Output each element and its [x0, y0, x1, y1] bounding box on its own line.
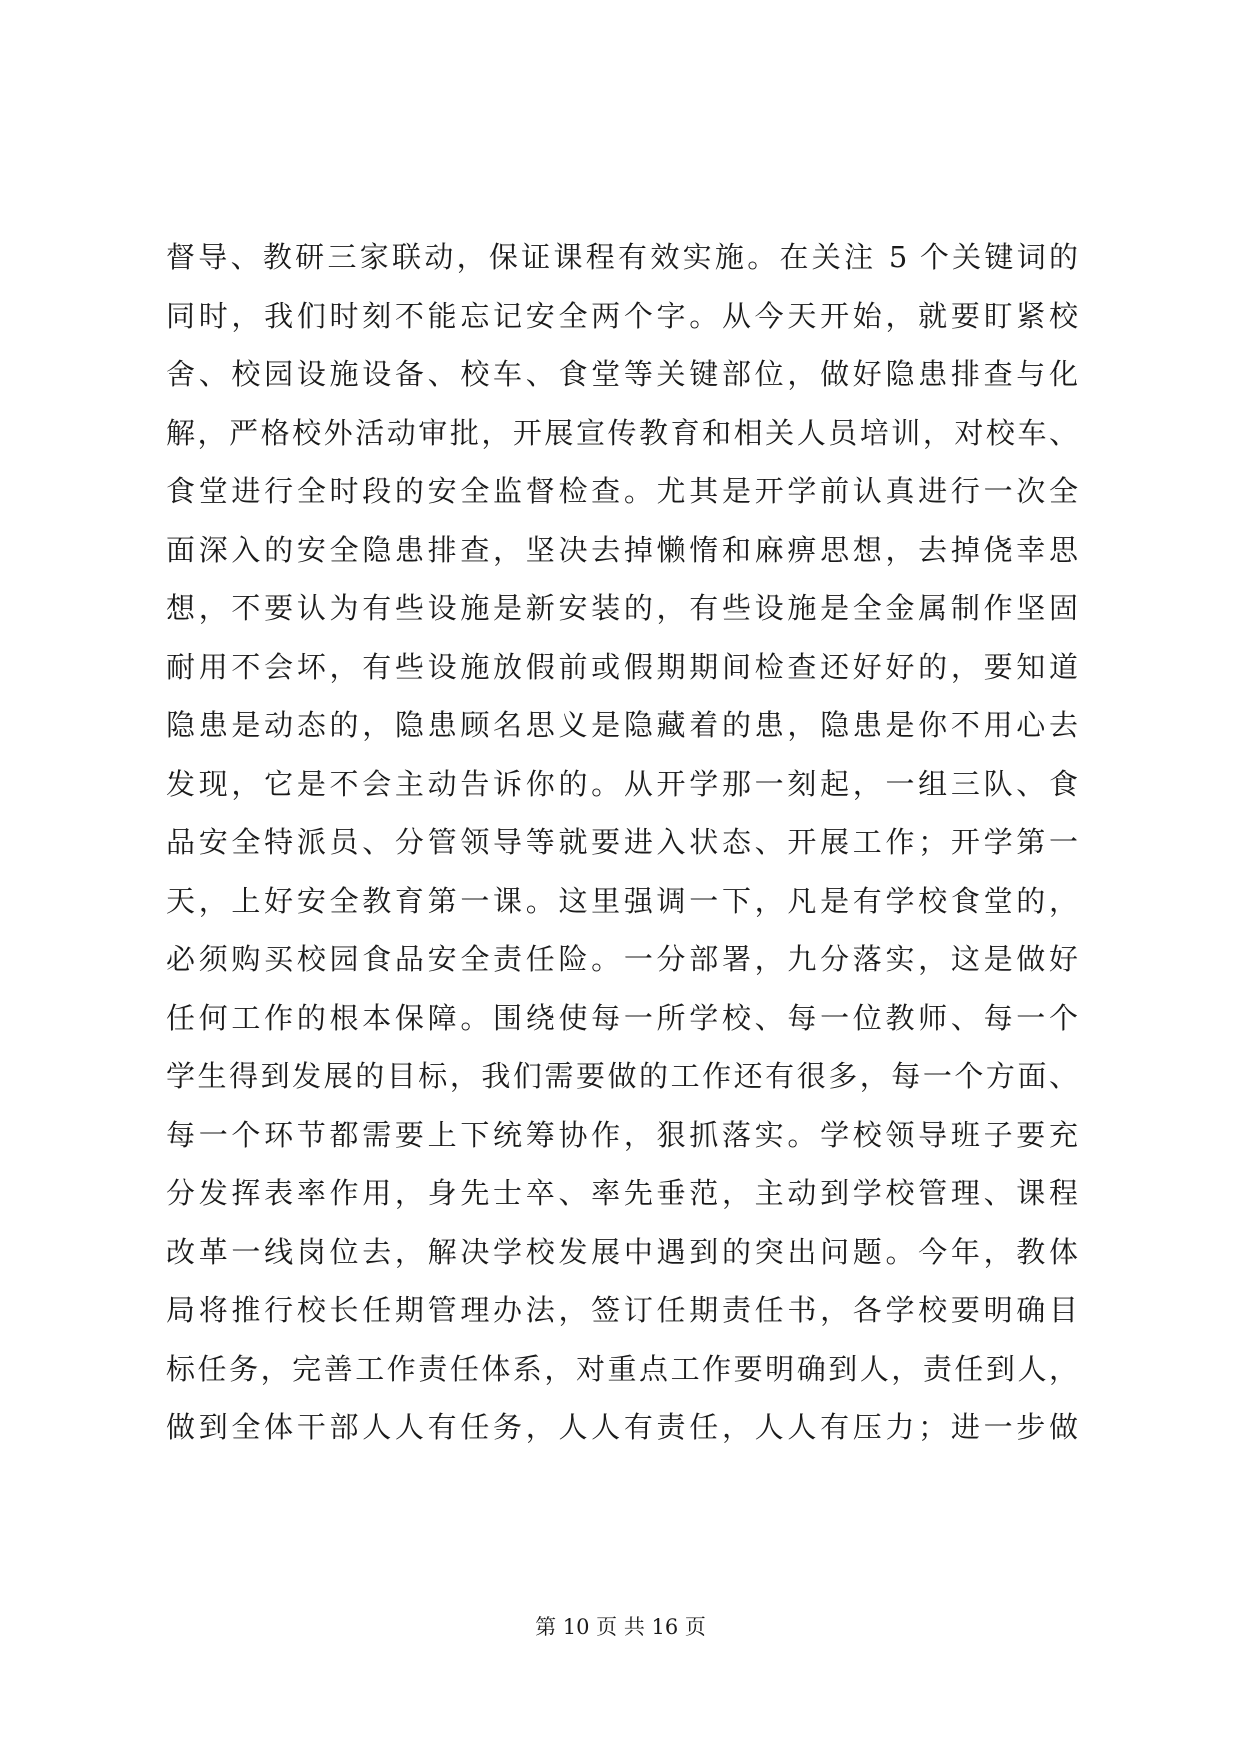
text-line: 天，上好安全教育第一课。这里强调一下，凡是有学校食堂的，: [166, 883, 1078, 918]
text-line: 标任务，完善工作责任体系，对重点工作要明确到人，责任到人，: [166, 1351, 1078, 1386]
text-line: 舍、校园设施设备、校车、食堂等关键部位，做好隐患排查与化: [166, 357, 1078, 391]
text-line: 每一个环节都需要上下统筹协作，狠抓落实。学校领导班子要充: [166, 1117, 1078, 1152]
text-line: 面深入的安全隐患排查，坚决去掉懒惰和麻痹思想，去掉侥幸思: [166, 532, 1078, 567]
text-line: 解，严格校外活动审批，开展宣传教育和相关人员培训，对校车、: [166, 415, 1078, 450]
text-line: 督导、教研三家联动，保证课程有效实施。在关注 5 个关键词的: [166, 240, 1078, 274]
page-number-footer: 第 10 页 共 16 页: [535, 1615, 706, 1639]
text-line: 局将推行校长任期管理办法，签订任期责任书，各学校要明确目: [166, 1293, 1078, 1327]
text-line: 隐患是动态的，隐患顾名思义是隐藏着的患，隐患是你不用心去: [166, 708, 1078, 742]
text-line: 发现，它是不会主动告诉你的。从开学那一刻起，一组三队、食: [166, 766, 1078, 801]
text-line: 品安全特派员、分管领导等就要进入状态、开展工作；开学第一: [166, 825, 1078, 859]
text-line: 必须购买校园食品安全责任险。一分部署，九分落实，这是做好: [166, 942, 1078, 976]
body-text: [166, 228, 1078, 1457]
text-line: 分发挥表率作用，身先士卒、率先垂范，主动到学校管理、课程: [166, 1176, 1078, 1210]
text-line: 耐用不会坏，有些设施放假前或假期期间检查还好好的，要知道: [166, 649, 1078, 684]
text-line: 食堂进行全时段的安全监督检查。尤其是开学前认真进行一次全: [166, 474, 1078, 508]
text-line: 任何工作的根本保障。围绕使每一所学校、每一位教师、每一个: [166, 1000, 1078, 1035]
text-line: 学生得到发展的目标，我们需要做的工作还有很多，每一个方面、: [166, 1059, 1078, 1093]
text-line: 想，不要认为有些设施是新安装的，有些设施是全金属制作坚固: [166, 591, 1078, 625]
text-line: 做到全体干部人人有任务，人人有责任，人人有压力；进一步做: [166, 1410, 1078, 1444]
text-line: 同时，我们时刻不能忘记安全两个字。从今天开始，就要盯紧校: [166, 298, 1078, 333]
text-line: 改革一线岗位去，解决学校发展中遇到的突出问题。今年，教体: [166, 1234, 1078, 1269]
